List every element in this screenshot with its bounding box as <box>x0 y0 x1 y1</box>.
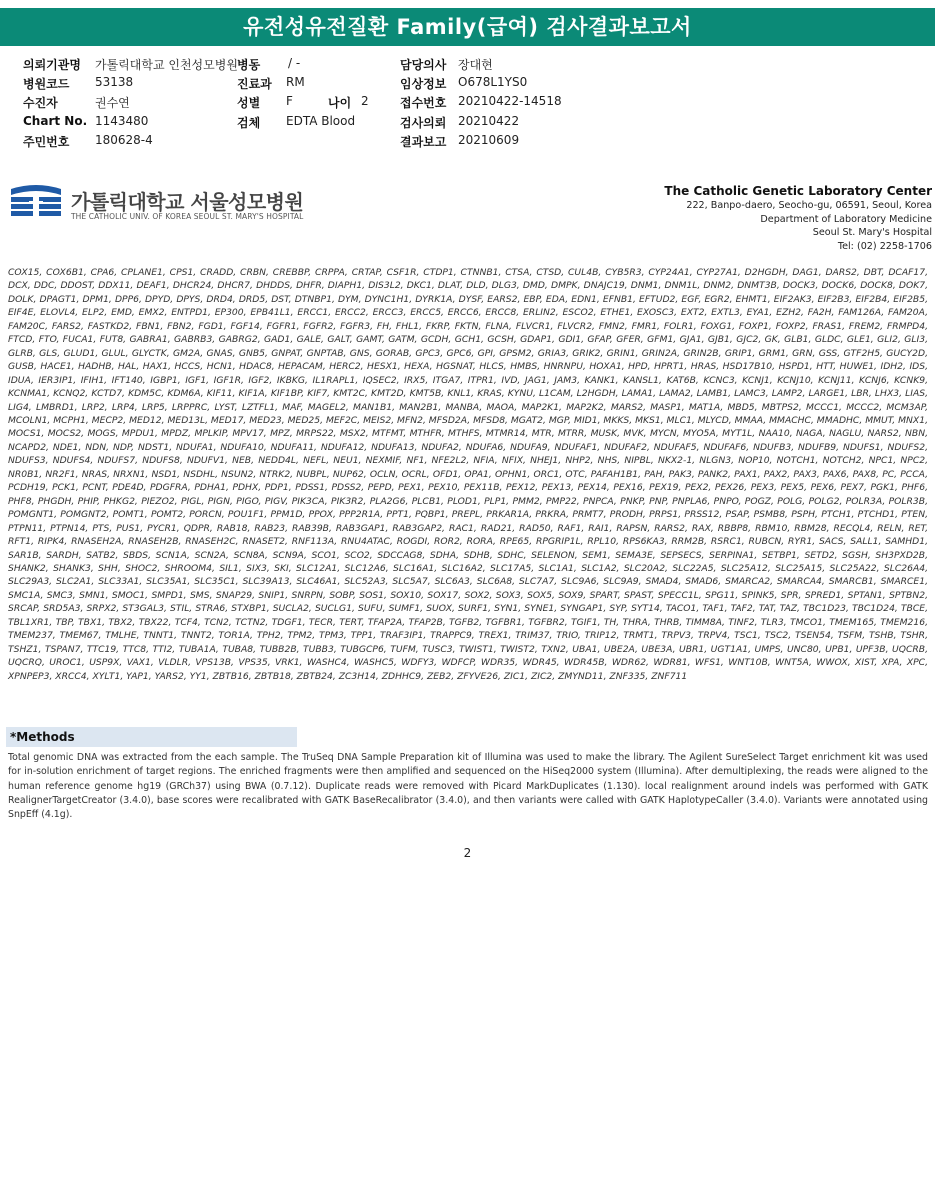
report-value: 20210609 <box>458 133 520 147</box>
report-label: 결과보고 <box>400 135 447 149</box>
center-dept: Department of Laboratory Medicine <box>760 213 932 225</box>
report-title: 유전성유전질환 Family(급여) 검사결과보고서 <box>0 8 935 46</box>
doctor-value: 장대현 <box>458 58 493 72</box>
center-tel: Tel: (02) 2258-1706 <box>837 240 932 252</box>
institution-label: 의뢰기관명 <box>23 58 81 72</box>
sex-label: 성별 <box>237 96 261 110</box>
request-value: 20210422 <box>458 114 520 128</box>
sex-value: F <box>286 94 293 108</box>
institution-value: 가톨릭대학교 인천성모병원 <box>95 58 238 72</box>
hospital-code-value: 53138 <box>95 75 134 89</box>
methods-text: Total genomic DNA was extracted from the each sample. The TruSeq DNA Sample Preparation kit of Illumina was used to make the library. The Agilent SureSelect Target enrichment kit was used for in-solution enrichment of target regions. The enriched fragments were then amplified and sequenced on the HiSeq2000 system (Illumina). After demultiplexing, the reads were aligned to the human reference genome hg19 (GRCh37) using BWA (0.7.12). Duplicate reads were removed with Picard MarkDuplicates (1.130). local realignment around indels was performed with GATK RealignerTargetCreator (3.4.0), base scores were recalibrated with GATK BaseRecalibrator (3.4.0), and then variants were called with GATK HaplotypeCaller (3.4.0). Variants were annotated using SnpEff (4.1g). <box>8 752 928 821</box>
header-divider <box>8 168 928 169</box>
receipt-value: 20210422-14518 <box>458 94 562 108</box>
clinical-label: 임상정보 <box>400 77 447 91</box>
lab-center-info <box>664 183 932 253</box>
patient-value: 권수연 <box>95 96 130 110</box>
age-value: 2 <box>361 94 369 108</box>
specimen-value: EDTA Blood <box>286 114 356 128</box>
methods-heading: *Methods <box>6 727 297 747</box>
chart-value: 1143480 <box>95 114 149 128</box>
hospital-name-en: THE CATHOLIC UNIV. OF KOREA SEOUL ST. MARY'S HOSPITAL <box>71 212 304 221</box>
clinical-value: O678L1YS0 <box>458 75 528 89</box>
hospital-name-ko: 가톨릭대학교 서울성모병원 <box>71 190 304 214</box>
patient-label: 수진자 <box>23 96 58 110</box>
request-label: 검사의뢰 <box>400 116 447 130</box>
ward-label: 병동 <box>237 58 261 72</box>
specimen-label: 검체 <box>237 116 261 130</box>
ward-value: / - <box>288 56 301 70</box>
chart-label: Chart No. <box>23 114 88 128</box>
department-label: 진료과 <box>237 77 272 91</box>
rrn-value: 180628-4 <box>95 133 153 147</box>
hospital-logo-icon <box>7 183 65 223</box>
rrn-label: 주민번호 <box>23 135 70 149</box>
center-address: 222, Banpo-daero, Seocho-gu, 06591, Seoul, Korea <box>686 200 932 211</box>
page-number: 2 <box>463 846 472 860</box>
patient-info-block <box>0 54 935 154</box>
receipt-label: 접수번호 <box>400 96 447 110</box>
age-label: 나이 <box>328 96 352 110</box>
gene-list: COX15, COX6B1, CPA6, CPLANE1, CPS1, CRADD, CRBN, CREBBP, CRPPA, CRTAP, CSF1R, CTDP1, CTNNB1, CTSA, CTSD, CUL4B, CYB5R3, CYP24A1, CYP27A1, D2HGDH, DAG1, DARS2, DBT, DCAF17, DCX, DDC, DDOST, DDX11, DEAF1, DHCR24, DHCR7, DHDDS, DHFR, DIAPH1, DIS3L2, DKC1, DLAT, DLD, DLG3, DMD, DMPK, DNAJC19, DNM1, DNM1L, DNM2, DNMT3B, DOCK3, DOCK6, DOCK8, DOK7, DOLK, DPAGT1, DPM1, DPP6, DPYD, DPYS, DRD4, DRD5, DST, DTNBP1, DYM, DYNC1H1, DYRK1A, DYSF, EARS2, EBP, EDA, EDN1, EFNB1, EFTUD2, EGF, EGR2, EHMT1, EIF2AK3, EIF2B3, EIF2B4, EIF2B5, EIF4E, ELOVL4, ELP2, EMD, EMX2, ENTPD1, EP300, EPB41L1, ERCC1, ERCC2, ERCC3, ERCC5, ERCC6, ERCC8, ERLIN2, ESCO2, ETHE1, EXOSC3, EXT2, EXTL3, EYA1, EZH2, FA2H, FAM126A, FAM20A, FAM20C, FARS2, FASTKD2, FBN1, FBN2, FGD1, FGF14, FGFR1, FGFR2, FGFR3, FH, FHL1, FKRP, FKTN, FLNA, FLVCR1, FLVCR2, FMN2, FMR1, FOLR1, FOXG1, FOXP1, FOXP2, FRAS1, FREM2, FRMPD4, FTCD, FTO, FUCA1, FUT8, GABRA1, GABRB3, GABRG2, GAD1, GALE, GALT, GAMT, GATM, GCDH, GCH1, GCSH, GDAP1, GDI1, GFAP, GFER, GFM1, GJA1, GJB1, GJC2, GK, GLB1, GLDC, GLE1, GLI2, GLI3, GLRB, GLS, GLUD1, GLUL, GLYCTK, GM2A, GNAS, GNB5, GNPAT, GNPTAB, GNS, GORAB, GPC3, GPC6, GPI, GPSM2, GRIA3, GRIK2, GRIN1, GRIN2A, GRIN2B, GRIP1, GRM1, GRN, GSS, GTF2H5, GUCY2D, GUSB, HACE1, HADHB, HAL, HAX1, HCCS, HCN1, HDAC8, HEPACAM, HERC2, HESX1, HEXA, HGSNAT, HLCS, HMBS, HNRNPU, HOXA1, HPD, HPRT1, HRAS, HSD17B10, HSPD1, HTT, HUWE1, IDH2, IDS, IDUA, IER3IP1, IFIH1, IFT140, IGBP1, IGF1, IGF1R, IGF2, IKBKG, IL1RAPL1, IQSEC2, IRX5, ITGA7, ITPR1, IVD, JAG1, JAM3, KANK1, KANSL1, KAT6B, KCNC3, KCNJ1, KCNJ10, KCNJ11, KCNJ6, KCNK9, KCNMA1, KCNQ2, KCTD7, KDM5C, KDM6A, KIF11, KIF1A, KIF1BP, KIF7, KMT2C, KMT2D, KMT5B, KNL1, KRAS, KYNU, L1CAM, L2HGDH, LAMA1, LAMA2, LAMB1, LAMC3, LAMP2, LARGE1, LBR, LHX3, LIAS, LIG4, LMBRD1, LRP2, LRP4, LRP5, LRPPRC, LYST, LZTFL1, MAF, MAGEL2, MAN1B1, MAN2B1, MANBA, MAOA, MAP2K1, MAP2K2, MARS2, MASP1, MAT1A, MBD5, MBTPS2, MCCC1, MCCC2, MCM3AP, MCOLN1, MCPH1, MECP2, MED12, MED13L, MED17, MED23, MED25, MEF2C, MEIS2, MFN2, MFSD2A, MFSD8, MGAT2, MGP, MID1, MKKS, MKS1, MLC1, MLYCD, MMAA, MMACHC, MMADHC, MMUT, MNX1, MOCS1, MOCS2, MOGS, MPDU1, MPDZ, MPLKIP, MPV17, MPZ, MRPS22, MSX2, MTFMT, MTHFR, MTHFS, MTMR14, MTR, MTRR, MUSK, MVK, MYCN, MYO5A, MYT1L, NAA10, NAGA, NAGLU, NARS2, NBN, NCAPD2, NDE1, NDN, NDP, NDST1, NDUFA1, NDUFA10, NDUFA11, NDUFA12, NDUFA13, NDUFA2, NDUFA6, NDUFA9, NDUFAF1, NDUFAF2, NDUFAF5, NDUFAF6, NDUFB3, NDUFB9, NDUFS1, NDUFS2, NDUFS3, NDUFS4, NDUFS7, NDUFS8, NDUFV1, NEB, NEDD4L, NEFL, NEU1, NEXMIF, NF1, NFE2L2, NFIA, NFIX, NHEJ1, NHP2, NHS, NIPBL, NKX2-1, NLGN3, NOP10, NOTCH1, NOTCH2, NPC1, NPC2, NR0B1, NR2F1, NRAS, NRXN1, NSD1, NSDHL, NSUN2, NTRK2, NUBPL, NUP62, OCLN, OCRL, OFD1, OPA1, OPHN1, ORC1, OTC, PAFAH1B1, PAH, PAK3, PANK2, PAX1, PAX2, PAX3, PAX6, PAX8, PC, PCCA, PCDH19, PCK1, PCNT, PDE4D, PDGFRA, PDHA1, PDHX, PDP1, PDSS1, PDSS2, PEPD, PEX1, PEX10, PEX11B, PEX12, PEX13, PEX14, PEX16, PEX19, PEX2, PEX26, PEX3, PEX5, PEX6, PEX7, PGK1, PHF6, PHF8, PHGDH, PHIP, PHKG2, PIEZO2, PIGL, PIGN, PIGO, PIGV, PIK3CA, PIK3R2, PLA2G6, PLCB1, PLOD1, PLP1, PMM2, PMP22, PNPCA, PNKP, PNP, PNPLA6, PNPO, POGZ, POLG, POLG2, POLR3A, POLR3B, POMGNT1, POMGNT2, POMT1, POMT2, PORCN, POU1F1, PPM1D, PPOX, PPP2R1A, PPT1, PQBP1, PREPL, PRKAR1A, PRKRA, PRMT7, PRODH, PRPS1, PRSS12, PSAP, PSMB8, PSPH, PTCH1, PTCHD1, PTEN, PTPN11, PTPN14, PTS, PUS1, PYCR1, QDPR, RAB18, RAB23, RAB39B, RAB3GAP1, RAB3GAP2, RAC1, RAD21, RAD50, RAF1, RAI1, RAPSN, RARS2, RAX, RBBP8, RBM10, RBM28, RECQL4, RELN, RET, RFT1, RIPK4, RNASEH2A, RNASEH2B, RNASEH2C, RNASET2, RNF113A, RNU4ATAC, ROGDI, ROR2, RORA, RPE65, RPGRIP1L, RPL10, RPS6KA3, RRM2B, RSRC1, RUBCN, RYR1, SACS, SALL1, SAMHD1, SAR1B, SARDH, SATB2, SBDS, SCN1A, SCN2A, SCN8A, SCN9A, SCO1, SCO2, SDCCAG8, SDHA, SDHB, SDHC, SELENON, SEM1, SEMA3E, SEPSECS, SERPINA1, SETBP1, SETD2, SGSH, SH3PXD2B, SHANK2, SHANK3, SHH, SHOC2, SHROOM4, SIL1, SIX3, SKI, SLC12A1, SLC12A6, SLC16A1, SLC16A2, SLC17A5, SLC1A1, SLC1A2, SLC20A2, SLC22A5, SLC25A12, SLC25A15, SLC25A22, SLC26A4, SLC29A3, SLC2A1, SLC33A1, SLC35A1, SLC35C1, SLC39A13, SLC46A1, SLC52A3, SLC5A7, SLC6A3, SLC6A8, SLC7A7, SLC9A6, SLC9A9, SMAD4, SMAD6, SMARCA2, SMARCA4, SMARCB1, SMARCE1, SMC1A, SMC3, SMN1, SMOC1, SMPD1, SMS, SNAP29, SNIP1, SNRPN, SOBP, SOS1, SOX10, SOX17, SOX2, SOX3, SOX5, SOX9, SPART, SPAST, SPECC1L, SPG11, SPINK5, SPR, SPRED1, SPTAN1, SPTBN2, SRCAP, SRD5A3, SRPX2, ST3GAL3, STIL, STRA6, STXBP1, SUCLA2, SUCLG1, SUFU, SUMF1, SUOX, SURF1, SYN1, SYNE1, SYNGAP1, SYP, SYT14, TACO1, TAF1, TAF2, TAT, TAZ, TBC1D23, TBC1D24, TBCE, TBL1XR1, TBP, TBX1, TBX2, TBX22, TCF4, TCN2, TCTN2, TDGF1, TECR, TERT, TFAP2A, TFAP2B, TGFB2, TGFBR1, TGFBR2, TGIF1, TH, THRA, THRB, TIMM8A, TINF2, TLR3, TMCO1, TMEM165, TMEM216, TMEM237, TMEM67, TMLHE, TNNT1, TNNT2, TOR1A, TPH2, TPM2, TPM3, TPP1, TRAF3IP1, TRAPPC9, TREX1, TRIM37, TRIO, TRIP12, TRMT1, TRPV3, TRPV4, TSC1, TSC2, TSEN54, TSFM, TSHB, TSHR, TSHZ1, TSPAN7, TTC19, TTC8, TTI2, TUBA1A, TUBA8, TUBB2B, TUBB3, TUBGCP6, TUFM, TUSC3, TWIST1, TWIST2, TXN2, UBA1, UBE2A, UBE3A, UBR1, UGT1A1, UMPS, UNC80, UPB1, UPF3B, UQCRB, UQCRQ, UROC1, USP9X, VAX1, VLDLR, VPS13B, VPS35, VRK1, WASHC4, WASHC5, WDFY3, WDFCP, WDR35, WDR45, WDR45B, WDR62, WDR81, WFS1, WNT10B, WNT5A, WWOX, XIST, XPA, XPC, XPNPEP3, XRCC4, XYLT1, YAP1, YARS2, YY1, ZBTB16, ZBTB18, ZBTB24, ZC3H14, ZDHHC9, ZEB2, ZFYVE26, ZIC1, ZIC2, ZMYND11, ZNF335, ZNF711 <box>8 267 928 682</box>
center-name: The Catholic Genetic Laboratory Center <box>664 184 932 198</box>
department-value: RM <box>286 75 305 89</box>
hospital-code-label: 병원코드 <box>23 77 70 91</box>
center-hospital: Seoul St. Mary's Hospital <box>812 227 932 239</box>
doctor-label: 담당의사 <box>400 58 447 72</box>
